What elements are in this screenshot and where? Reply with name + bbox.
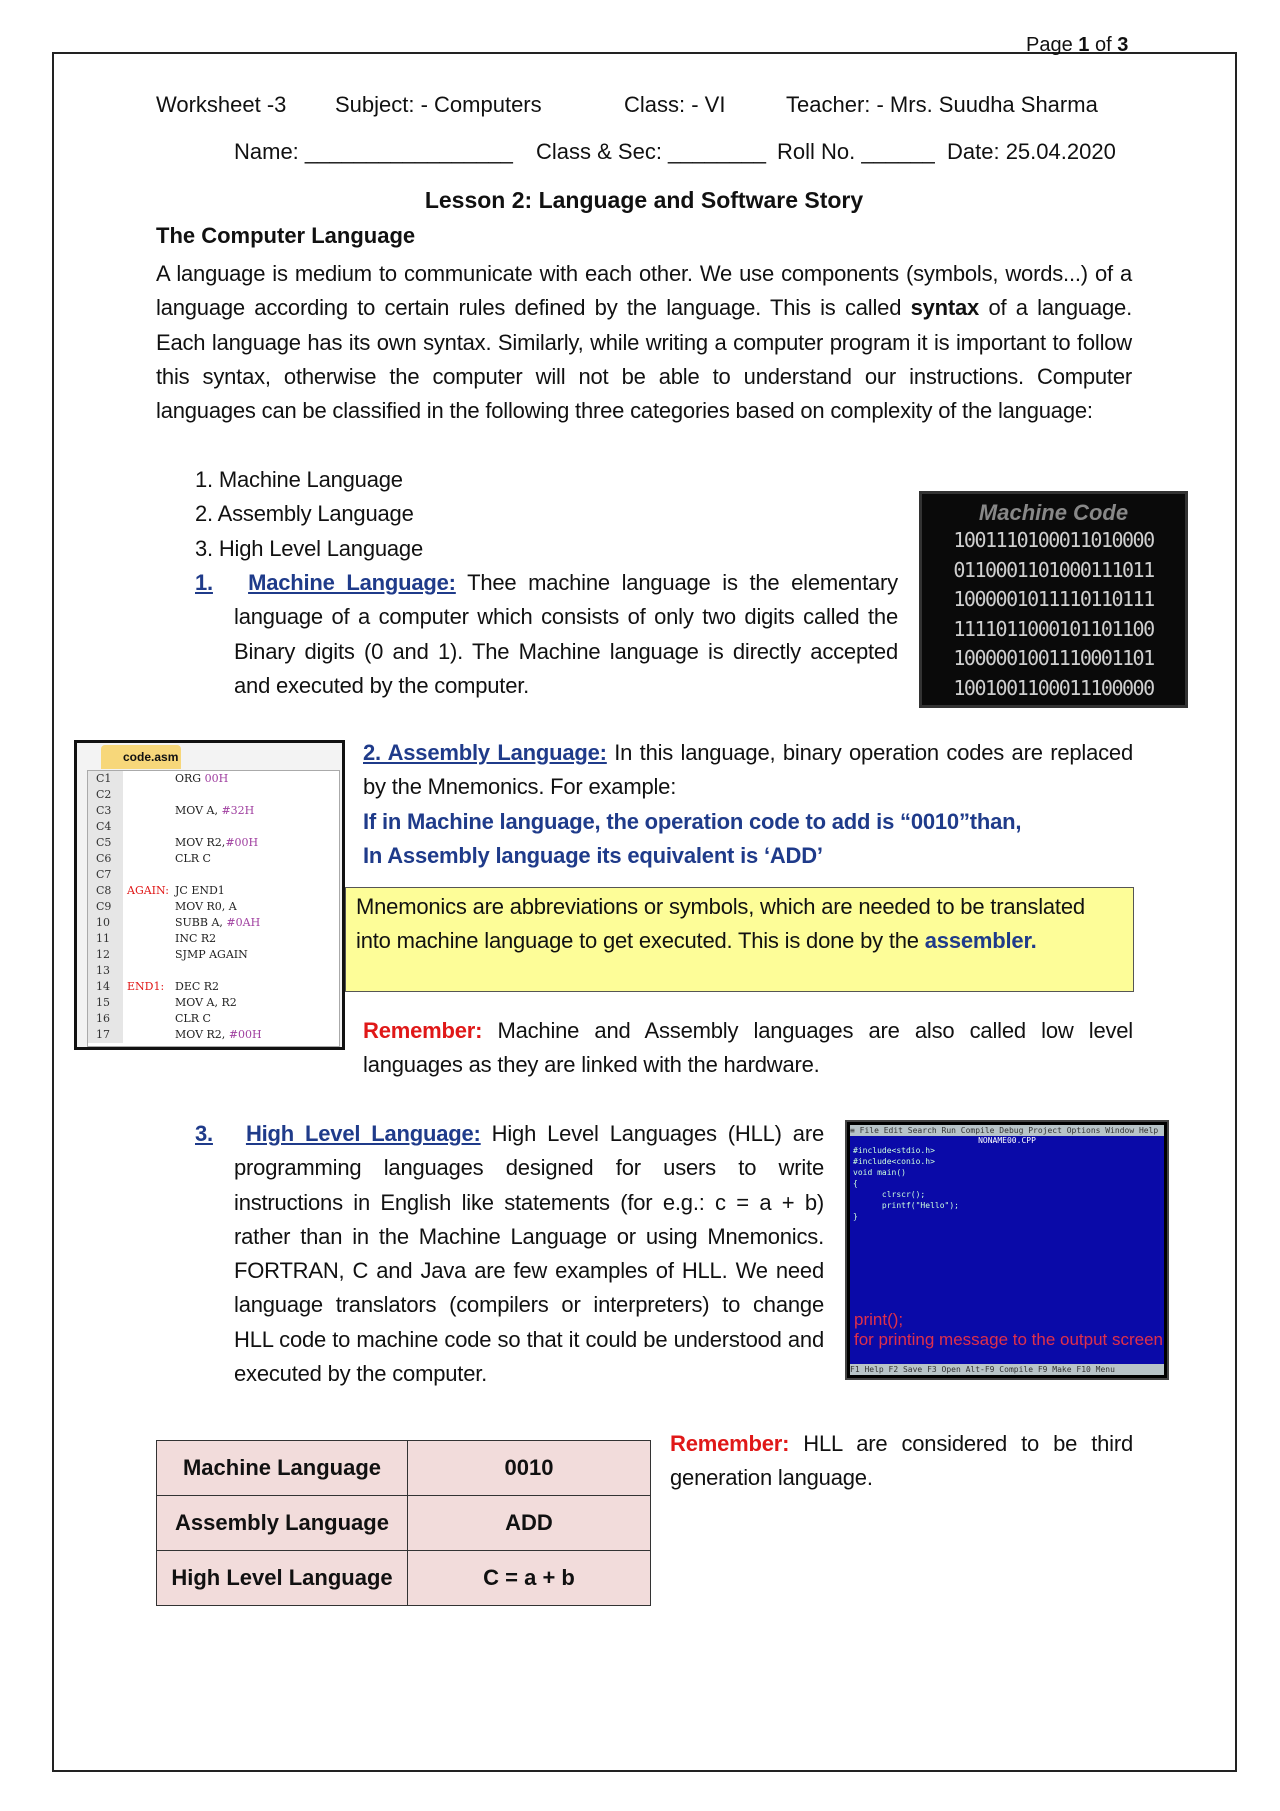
code-line: 17 MOV R2, #00H <box>88 1027 339 1043</box>
table-row: High Level Language C = a + b <box>157 1551 651 1606</box>
code-line: 13 <box>88 963 339 979</box>
page-number: Page 1 of 3 <box>1026 34 1129 56</box>
subject-label: Subject: - Computers <box>335 92 542 117</box>
machine-language-paragraph: 1. Machine Language: Thee machine language is the elementary language of a computer which consists of only two digits called the Binary digits (0 and 1). The Machine language is directly accepted and executed by the computer. <box>195 570 898 698</box>
code-line: C3 MOV A, #32H <box>88 803 339 819</box>
language-comparison-table <box>156 1440 651 1606</box>
date-field: Date: 25.04.2020 <box>947 139 1116 164</box>
category-item: 3. High Level Language <box>195 535 424 561</box>
code-line: C4 <box>88 819 339 835</box>
code-line: { <box>853 1179 858 1188</box>
machine-code-image: Machine Code 1001110100011010000 0110001101000111011 1000001011110110111 1111011000101101100 1000001001110001101 1001001100011100000 <box>919 491 1188 708</box>
lesson-title: Lesson 2: Language and Software Story <box>424 187 864 213</box>
code-line: 16 CLR C <box>88 1011 339 1027</box>
worksheet-label: Worksheet -3 <box>156 92 287 117</box>
code-line: C5 MOV R2, #00H <box>88 835 339 851</box>
code-line: C7 <box>88 867 339 883</box>
code-line: #include<stdio.h> <box>853 1146 935 1155</box>
file-tab: code.asm <box>101 745 181 769</box>
name-field[interactable]: Name: _________________ <box>234 139 513 164</box>
code-line: #include<conio.h> <box>853 1157 935 1166</box>
intro-paragraph: A language is medium to communicate with each other. We use components (symbols, words...) of a language according to certain rules defined by the language. This is called syntax of a language. Each language has its own syntax. Similarly, while writing a computer program it is important to follow this syntax, otherwise the computer will not be able to understand our instructions. Computer languages can be classified in the following three categories based on complexity of the language: <box>156 261 1132 424</box>
code-line: 12 SJMP AGAIN <box>88 947 339 963</box>
code-line: clrscr(); <box>853 1190 926 1199</box>
assembly-heading: 2. Assembly Language: <box>363 740 607 765</box>
code-line: printf("Hello"); <box>853 1201 959 1210</box>
assembly-paragraph: 2. Assembly Language: In this language, binary operation codes are replaced by the Mnemonics. For example: If in Machine language, the operation code to add is “0010”than, In Assembly language its equivalent is ‘ADD’ <box>363 740 1133 868</box>
section-heading: The Computer Language <box>156 223 416 248</box>
turbo-c-screenshot: ≡ File Edit Search Run Compile Debug Project Options Window Help NONAME00.CPP #include<stdio.h> #include<conio.h> void main() { clrscr(); printf("Hello"); } print(); for printing message to the output screen F1 Help F2 Save F3 Open Alt-F9 Compile F9 Make F10 Menu <box>845 1120 1169 1380</box>
table-row: Machine Language 0010 <box>157 1441 651 1496</box>
hll-heading: High Level Language: <box>245 1121 481 1146</box>
machine-language-heading: Machine Language: <box>248 570 456 595</box>
teacher-label: Teacher: - Mrs. Suudha Sharma <box>786 92 1098 117</box>
class-sec-field[interactable]: Class & Sec: ________ <box>536 139 766 164</box>
code-line: void main() <box>853 1168 906 1177</box>
code-line: C9 MOV R0, A <box>88 899 339 915</box>
remember-low-level: Remember: Machine and Assembly languages are also called low level languages as they are linked with the hardware. <box>363 1018 1133 1078</box>
code-line: C8 AGAIN: JC END1 <box>88 883 339 899</box>
remember-hll: Remember: HLL are considered to be third generation language. <box>670 1431 1133 1491</box>
code-line: 14 END1: DEC R2 <box>88 979 339 995</box>
category-list <box>195 463 423 566</box>
category-item: 1. Machine Language <box>195 467 403 492</box>
code-line: C2 <box>88 787 339 803</box>
code-line: } <box>853 1212 858 1221</box>
code-line: 15 MOV A, R2 <box>88 995 339 1011</box>
code-line: 11 INC R2 <box>88 931 339 947</box>
hll-paragraph: 3. High Level Language: High Level Languages (HLL) are programming languages designed for users to write instructions in English like statements (for e.g.: c = a + b) rather than in the Machine Language or using Mnemonics. FORTRAN, C and Java are few examples of HLL. We need language translators (compilers or interpreters) to change HLL code to machine code so that it could be understood and executed by the computer. <box>195 1121 824 1387</box>
category-item: 2. Assembly Language <box>195 501 414 527</box>
code-line: C6 CLR C <box>88 851 339 867</box>
code-line: 10 SUBB A, #0AH <box>88 915 339 931</box>
table-row: Assembly Language ADD <box>157 1496 651 1551</box>
mnemonics-note-box: Mnemonics are abbreviations or symbols, which are needed to be translated into machine language to get executed. This is done by the assembler. <box>345 887 1134 992</box>
code-line: C1 ORG 00H <box>88 771 339 787</box>
roll-field[interactable]: Roll No. ______ <box>777 139 935 164</box>
class-label: Class: - VI <box>624 92 726 117</box>
assembly-code-image <box>74 740 345 1050</box>
